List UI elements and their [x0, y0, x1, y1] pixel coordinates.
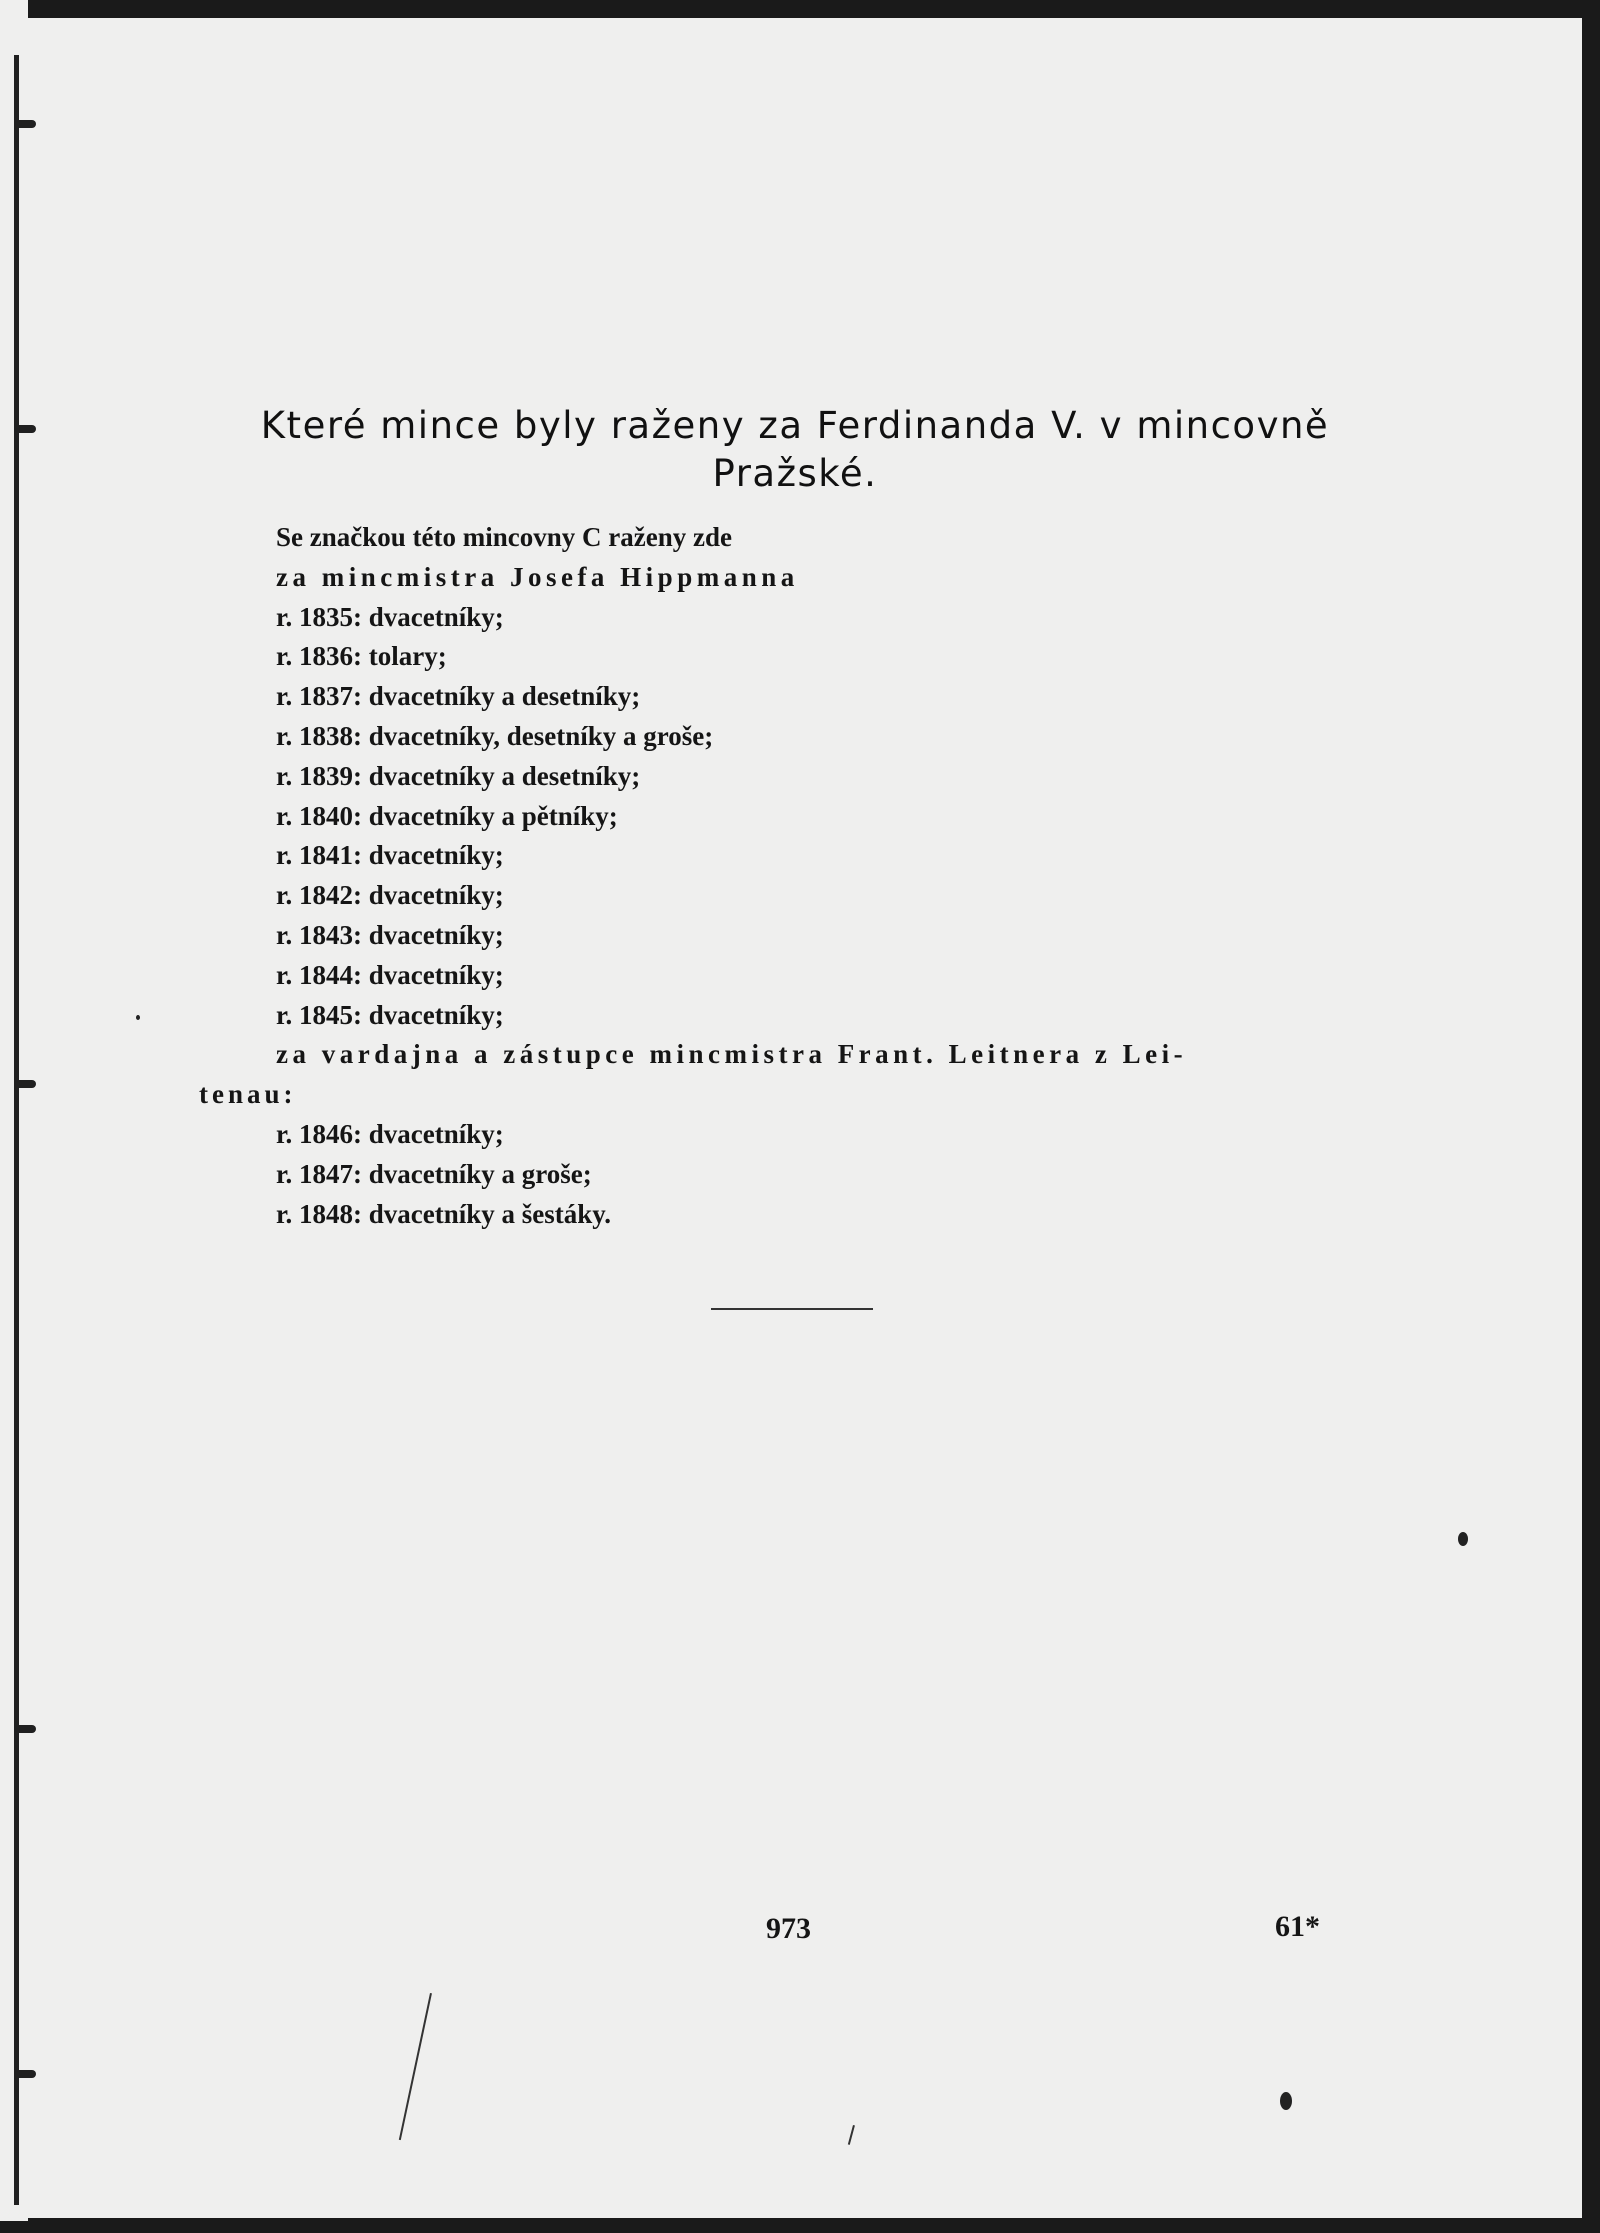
ink-speck: [136, 1015, 140, 1020]
intro-line-1: Se značkou této mincovny C raženy zde: [276, 522, 732, 552]
scan-border-bottom: [0, 2221, 1600, 2233]
binding-notch: [18, 2070, 36, 2078]
binding-notch: [18, 1080, 36, 1088]
heading-line-1: Které mince byly raženy za Ferdinanda V. v mincovně: [260, 404, 1330, 447]
binding-line: [14, 55, 19, 2205]
list-item: r. 1843: dvacetníky;: [276, 919, 504, 950]
list-item: r. 1841: dvacetníky;: [276, 840, 504, 871]
list-item: r. 1846: dvacetníky;: [276, 1118, 504, 1149]
scan-border-right: [1582, 0, 1600, 2233]
binding-notch: [18, 1725, 36, 1733]
page-heading: [160, 402, 1430, 498]
list-item: r. 1842: dvacetníky;: [276, 880, 504, 911]
list-item: r. 1840: dvacetníky a pětníky;: [276, 800, 618, 831]
mint-list: [199, 518, 1406, 1234]
signature-mark: 61*: [1275, 1910, 1320, 1943]
ink-speck: [1458, 1532, 1468, 1546]
heading-line-2: Pražské.: [712, 452, 878, 495]
list-item: r. 1839: dvacetníky a desetníky;: [276, 760, 641, 791]
intro-line-2: za mincmistra Josefa Hippmanna: [276, 561, 799, 592]
binding-notch: [18, 120, 36, 128]
section-b-line-1: za vardajna a zástupce mincmistra Frant. Leitnera z Lei-: [276, 1039, 1188, 1070]
section-divider: [711, 1308, 873, 1310]
binding-notch: [18, 425, 36, 433]
ink-speck: [1280, 2092, 1292, 2110]
list-item: r. 1835: dvacetníky;: [276, 601, 504, 632]
list-item: r. 1845: dvacetníky;: [276, 999, 504, 1030]
page-number: 973: [766, 1912, 811, 1945]
list-item: r. 1844: dvacetníky;: [276, 959, 504, 990]
list-item: r. 1848: dvacetníky a šestáky.: [276, 1198, 612, 1229]
page-binding-edge: [0, 0, 28, 2233]
list-item: r. 1836: tolary;: [276, 641, 447, 672]
list-item: r. 1837: dvacetníky a desetníky;: [276, 681, 641, 712]
list-item: r. 1847: dvacetníky a groše;: [276, 1158, 592, 1189]
list-item: r. 1838: dvacetníky, desetníky a groše;: [276, 720, 714, 751]
section-b-line-2: tenau:: [199, 1079, 297, 1110]
